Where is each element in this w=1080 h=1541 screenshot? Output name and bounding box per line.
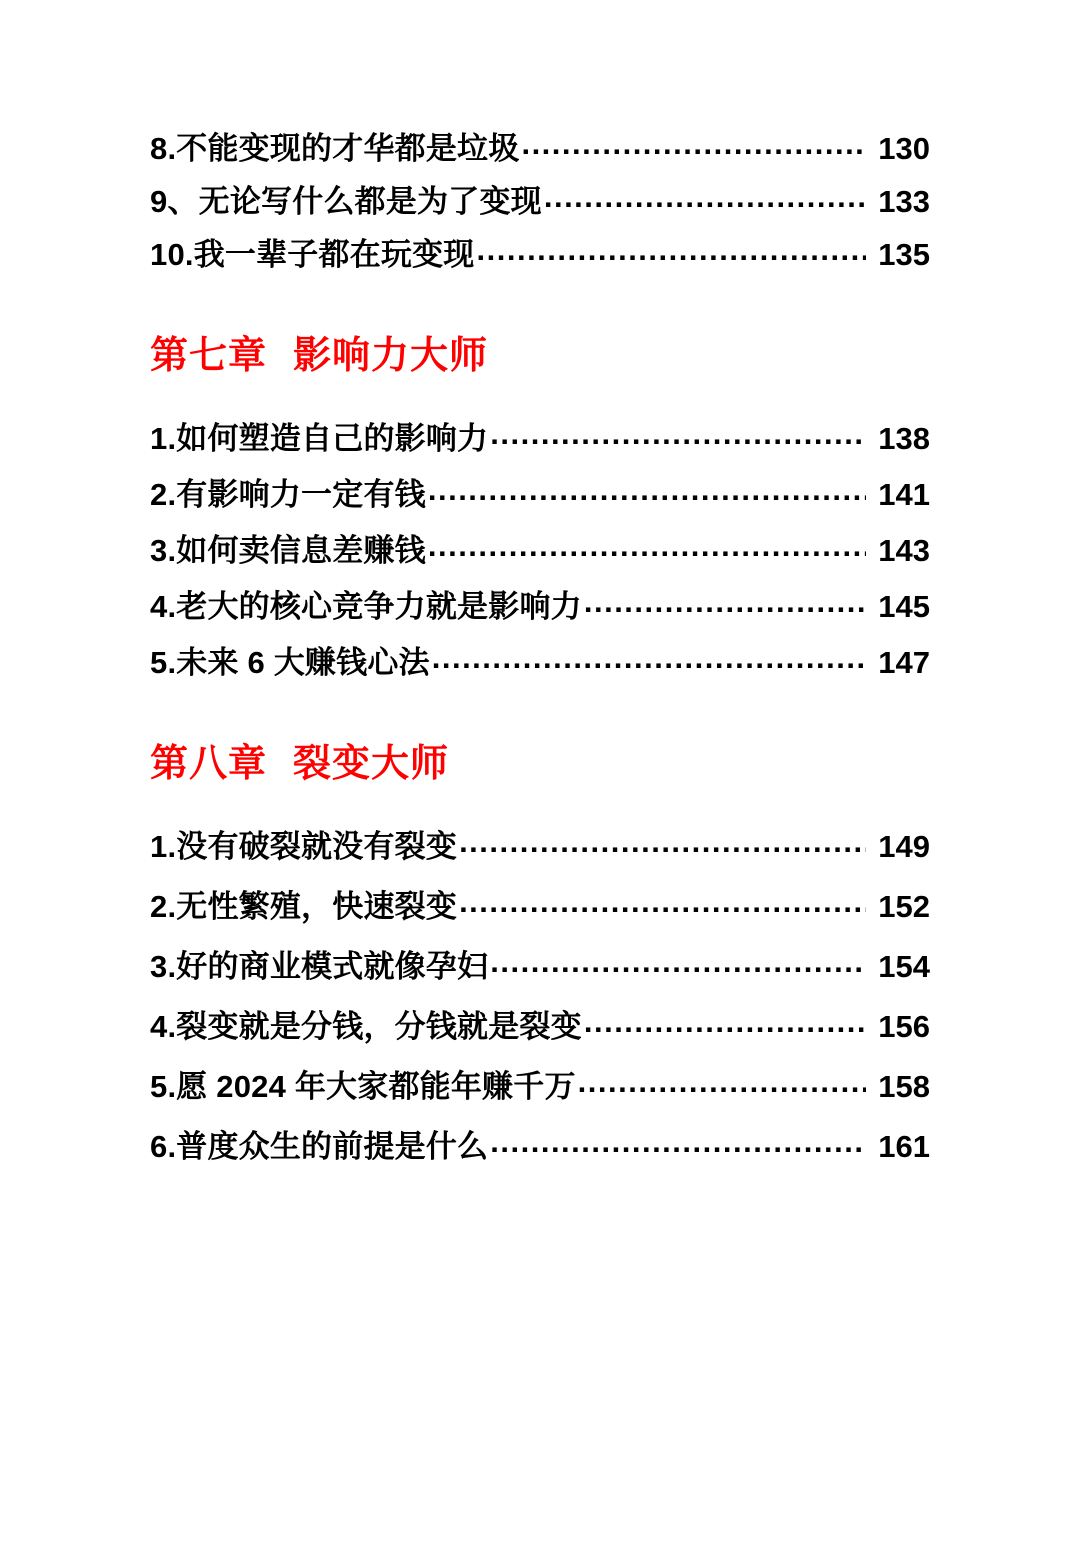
toc-entry-page: 135 <box>878 237 930 272</box>
toc-entry-title: 1.没有破裂就没有裂变 <box>150 828 458 864</box>
toc-entry-title: 4.老大的核心竞争力就是影响力 <box>150 588 582 624</box>
toc-entry-title: 5.愿 2024 年大家都能年赚千万 <box>150 1068 576 1104</box>
toc-entry <box>150 826 930 862</box>
toc-leader-dots <box>584 586 866 617</box>
toc-entry <box>150 946 930 982</box>
toc-leader-dots <box>584 1006 866 1037</box>
toc-entry <box>150 1006 930 1042</box>
toc-leader-dots <box>428 474 866 505</box>
chapter-name: 裂变大师 <box>293 742 450 785</box>
toc-entry-page: 141 <box>878 476 930 512</box>
toc-entry <box>150 642 930 678</box>
toc-entry-title: 2.无性繁殖，快速裂变 <box>150 888 458 924</box>
toc-entry-title: 4.裂变就是分钱，分钱就是裂变 <box>150 1008 582 1044</box>
toc-leader-dots <box>428 530 866 561</box>
chapter-label: 第七章 <box>150 335 268 377</box>
toc-entry-title: 8.不能变现的才华都是垃圾 <box>150 131 520 166</box>
chapter-label: 第八章 <box>150 742 268 785</box>
toc-entry <box>150 1066 930 1102</box>
chapter-heading-7 <box>150 336 930 378</box>
toc-group-chapter-7 <box>150 418 930 678</box>
chapter-name: 影响力大师 <box>293 335 489 377</box>
toc-leader-dots <box>578 1066 866 1097</box>
toc-entry-title: 3.好的商业模式就像孕妇 <box>150 948 489 984</box>
toc-entry <box>150 1126 930 1162</box>
toc-entry-title: 10.我一辈子都在玩变现 <box>150 237 475 272</box>
toc-entry <box>150 234 930 270</box>
toc-entry-page: 130 <box>878 131 930 166</box>
toc-leader-dots <box>490 1126 866 1157</box>
toc-leader-dots <box>477 234 867 265</box>
chapter-heading-8 <box>150 744 930 786</box>
toc-leader-dots <box>544 181 866 212</box>
toc-entry-title: 1.如何塑造自己的影响力 <box>150 420 489 456</box>
toc-entry-page: 152 <box>878 888 930 924</box>
toc-entry-page: 149 <box>878 828 930 864</box>
toc-leader-dots <box>521 128 866 159</box>
toc-entry-page: 158 <box>878 1068 930 1104</box>
toc-entry-page: 145 <box>878 588 930 624</box>
toc-entry-title: 6.普度众生的前提是什么 <box>150 1128 489 1164</box>
toc-entry <box>150 474 930 510</box>
toc-entry-title: 5.未来 6 大赚钱心法 <box>150 644 430 680</box>
toc-entry <box>150 586 930 622</box>
toc-entry-title: 3.如何卖信息差赚钱 <box>150 532 426 568</box>
toc-entry <box>150 886 930 922</box>
toc-entry-page: 143 <box>878 532 930 568</box>
toc-leader-dots <box>459 886 866 917</box>
toc-entry-page: 133 <box>878 184 930 219</box>
toc-group-chapter-8 <box>150 826 930 1162</box>
toc-entry-title: 2.有影响力一定有钱 <box>150 476 426 512</box>
toc-entry-page: 147 <box>878 644 930 680</box>
toc-group-continued <box>150 128 930 270</box>
toc-entry <box>150 418 930 454</box>
toc-entry-page: 161 <box>878 1128 930 1164</box>
toc-leader-dots <box>490 946 866 977</box>
toc-leader-dots <box>459 826 866 857</box>
toc-entry-title: 9、无论写什么都是为了变现 <box>150 184 542 219</box>
toc-entry-page: 138 <box>878 420 930 456</box>
toc-entry <box>150 530 930 566</box>
toc-entry <box>150 128 930 164</box>
toc-entry-page: 154 <box>878 948 930 984</box>
toc-entry <box>150 181 930 217</box>
toc-leader-dots <box>490 418 866 449</box>
toc-entry-page: 156 <box>878 1008 930 1044</box>
toc-leader-dots <box>432 642 866 673</box>
